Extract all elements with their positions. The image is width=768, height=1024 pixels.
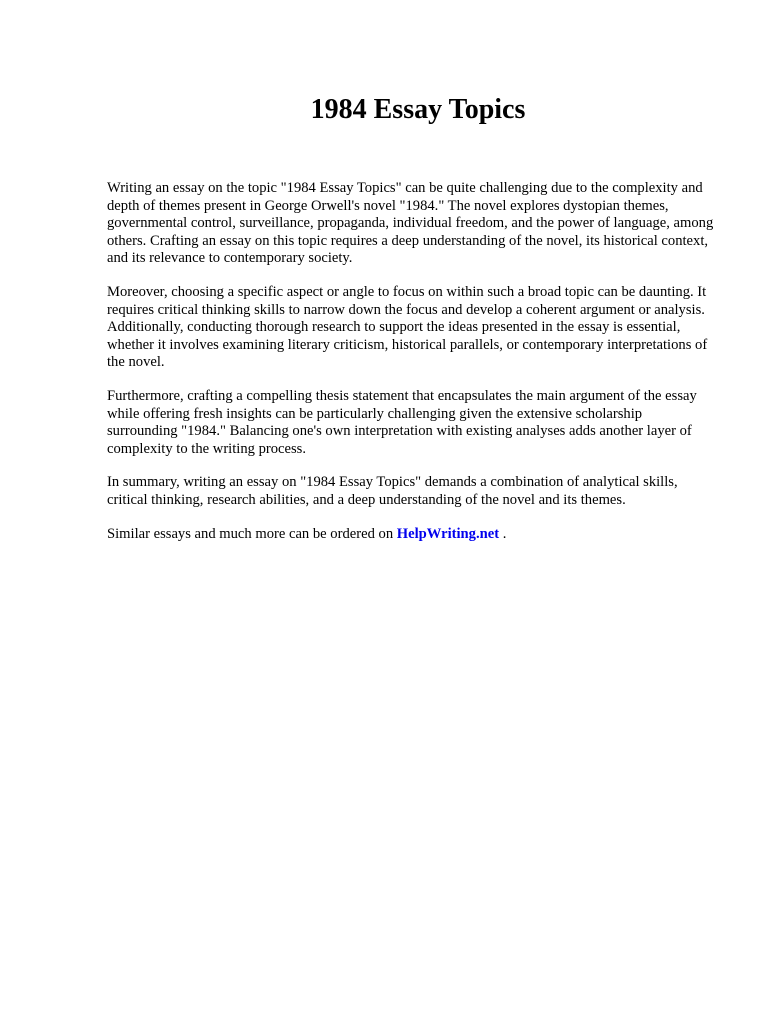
closing-line (107, 526, 715, 544)
paragraph-2: Moreover, choosing a specific aspect or angle to focus on within such a broad topic can be daunting. It requires critical thinking skills to narrow down the focus and develop a coherent argument or analysis. Additionally, conducting thorough research to support the ideas presented in the essay is essential, whether it involves examining literary criticism, historical parallels, or contemporary interpretations of the novel. (107, 283, 708, 371)
page-title: 1984 Essay Topics (310, 94, 526, 125)
paragraph-4: In summary, writing an essay on "1984 Essay Topics" demands a combination of analytical skills, critical thinking, research abilities, and a deep understanding of the novel and its themes. (107, 474, 678, 508)
essay-body (107, 180, 715, 559)
paragraph-1: Writing an essay on the topic "1984 Essay Topics" can be quite challenging due to the complexity and depth of themes present in George Orwell's novel "1984." The novel explores dystopian themes, governmental control, surveillance, propaganda, individual freedom, and the power of language, among others. Crafting an essay on this topic requires a deep understanding of the novel, its historical context, and its relevance to contemporary society. (107, 180, 714, 267)
closing-prefix: Similar essays and much more can be ordered on (107, 525, 397, 542)
paragraph-3: Furthermore, crafting a compelling thesis statement that encapsulates the main argument of the essay while offering fresh insights can be particularly challenging given the extensive scholarship surrounding "1984." Balancing one's own interpretation with existing analyses adds another layer of complexity to the writing process. (107, 387, 697, 457)
closing-suffix: . (499, 525, 507, 542)
helpwriting-link[interactable]: HelpWriting.net (396, 525, 500, 542)
